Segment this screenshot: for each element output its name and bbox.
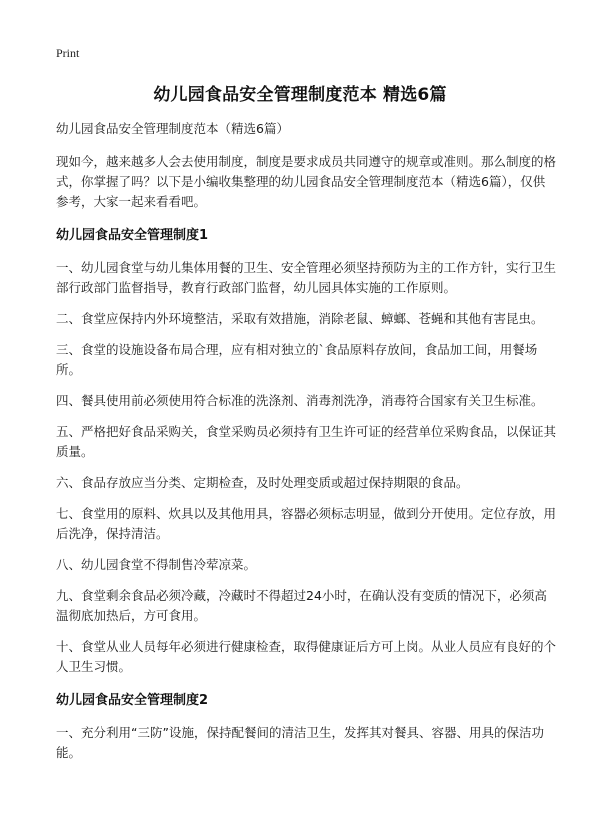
document-title: 幼儿园食品安全管理制度范本 精选6篇 [153,85,447,105]
section-paragraph: 九、食堂剩余食品必须冷藏，冷藏时不得超过24小时，在确认没有变质的情况下，必须高温彻底加热后，方可食用。 [56,588,547,623]
section-paragraph: 五、严格把好食品采购关，食堂采购员必须持有卫生许可证的经营单位采购食品，以保证其质量。 [56,424,557,459]
section-paragraph: 一、充分利用“三防”设施，保持配餐间的清洁卫生，发挥其对餐具、容器、用具的保洁功能。 [56,725,544,760]
section-paragraph: 七、食堂用的原料、炊具以及其他用具，容器必须标志明显，做到分开使用。定位存放，用后洗净，保持清洁。 [56,506,557,541]
section-paragraph: 六、食品存放应当分类、定期检查，及时处理变质或超过保持期限的食品。 [56,475,469,490]
print-link[interactable]: Print [56,46,80,60]
section-paragraph: 二、食堂应保持内外环境整洁，采取有效措施，消除老鼠、蟑螂、苍蝇和其他有害昆虫。 [56,311,544,326]
section-paragraph: 三、食堂的设施设备布局合理，应有相对独立的`食品原料存放间，食品加工间，用餐场所。 [56,342,538,377]
section-paragraph: 四、餐具使用前必须使用符合标准的洗涤剂、消毒剂洗净，消毒符合国家有关卫生标准。 [56,393,544,408]
section-paragraph: 十、食堂从业人员每年必须进行健康检查，取得健康证后方可上岗。从业人员应有良好的个人卫生习惯。 [56,639,557,674]
document-body [56,120,556,774]
section-heading: 幼儿园食品安全管理制度1 [56,228,209,243]
document-subtitle: 幼儿园食品安全管理制度范本（精选6篇） [56,121,289,136]
intro-paragraph: 现如今，越来越多人会去使用制度，制度是要求成员共同遵守的规章或准则。那么制度的格式，你掌握了吗？以下是小编收集整理的幼儿园食品安全管理制度范本（精选6篇），仅供参考，大家一起来看看吧。 [56,154,557,209]
section-heading: 幼儿园食品安全管理制度2 [56,693,209,708]
section-paragraph: 一、幼儿园食堂与幼儿集体用餐的卫生、安全管理必须坚持预防为主的工作方针，实行卫生部行政部门监督指导，教育行政部门监督，幼儿园具体实施的工作原则。 [56,260,557,295]
section-paragraph: 八、幼儿园食堂不得制售冷荤凉菜。 [56,557,257,572]
